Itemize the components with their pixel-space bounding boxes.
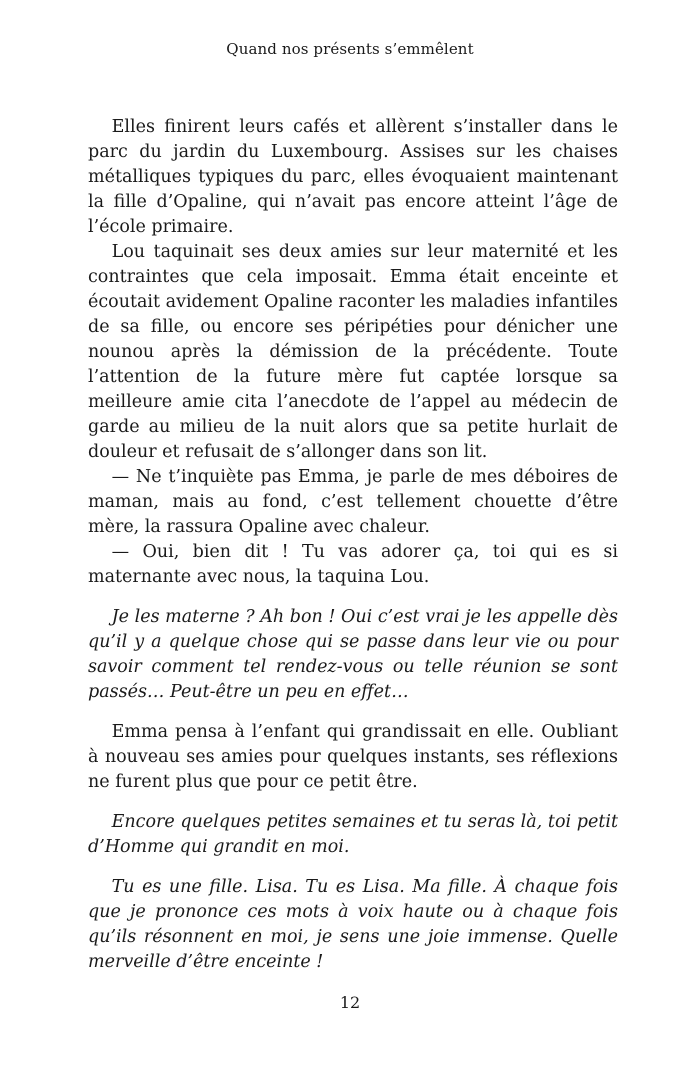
dialogue-paragraph: — Ne t’inquiète pas Emma, je parle de mes déboires de maman, mais au fond, c’est tellement chouette d’être mère, la rassura Opaline avec chaleur. — [88, 467, 618, 537]
page-number: 12 — [339, 993, 361, 1012]
body-text — [88, 115, 618, 975]
italic-thought-paragraph: Je les materne ? Ah bon ! Oui c’est vrai je les appelle dès qu’il y a quelque chose qui se passe dans leur vie ou pour savoir comment tel rendez-vous ou telle réunion se sont passés… Peut-être un peu en effet… — [88, 607, 618, 702]
paragraph: Elles finirent leurs cafés et allèrent s’installer dans le parc du jardin du Luxembourg. Assises sur les chaises métalliques typiques du parc, elles évoquaient maintenant la fille d’Opaline, qui n’avait pas encore atteint l’âge de l’école primaire. — [88, 117, 618, 237]
paragraph: Lou taquinait ses deux amies sur leur maternité et les contraintes que cela imposait. Emma était enceinte et écoutait avidement Opaline raconter les maladies infantiles de sa fille, ou encore ses péripéties pour dénicher une nounou après la démission de la précédente. Toute l’attention de la future mère fut captée lorsque sa meilleure amie cita l’anecdote de l’appel au médecin de garde au milieu de la nuit alors que sa petite hurlait de douleur et refusait de s’allonger dans son lit. — [88, 242, 618, 462]
paragraph: Emma pensa à l’enfant qui grandissait en elle. Oubliant à nouveau ses amies pour quelques instants, ses réflexions ne furent plus que pour ce petit être. — [88, 722, 618, 792]
italic-thought-paragraph: Tu es une fille. Lisa. Tu es Lisa. Ma fille. À chaque fois que je prononce ces mots à voix haute ou à chaque fois qu’ils résonnent en moi, je sens une joie immense. Quelle merveille d’être enceinte ! — [88, 877, 618, 972]
italic-thought-paragraph: Encore quelques petites semaines et tu seras là, toi petit d’Homme qui grandit en moi. — [88, 812, 618, 857]
running-header: Quand nos présents s’emmêlent — [226, 40, 474, 58]
dialogue-paragraph: — Oui, bien dit ! Tu vas adorer ça, toi qui es si maternante avec nous, la taquina Lou. — [88, 542, 618, 587]
